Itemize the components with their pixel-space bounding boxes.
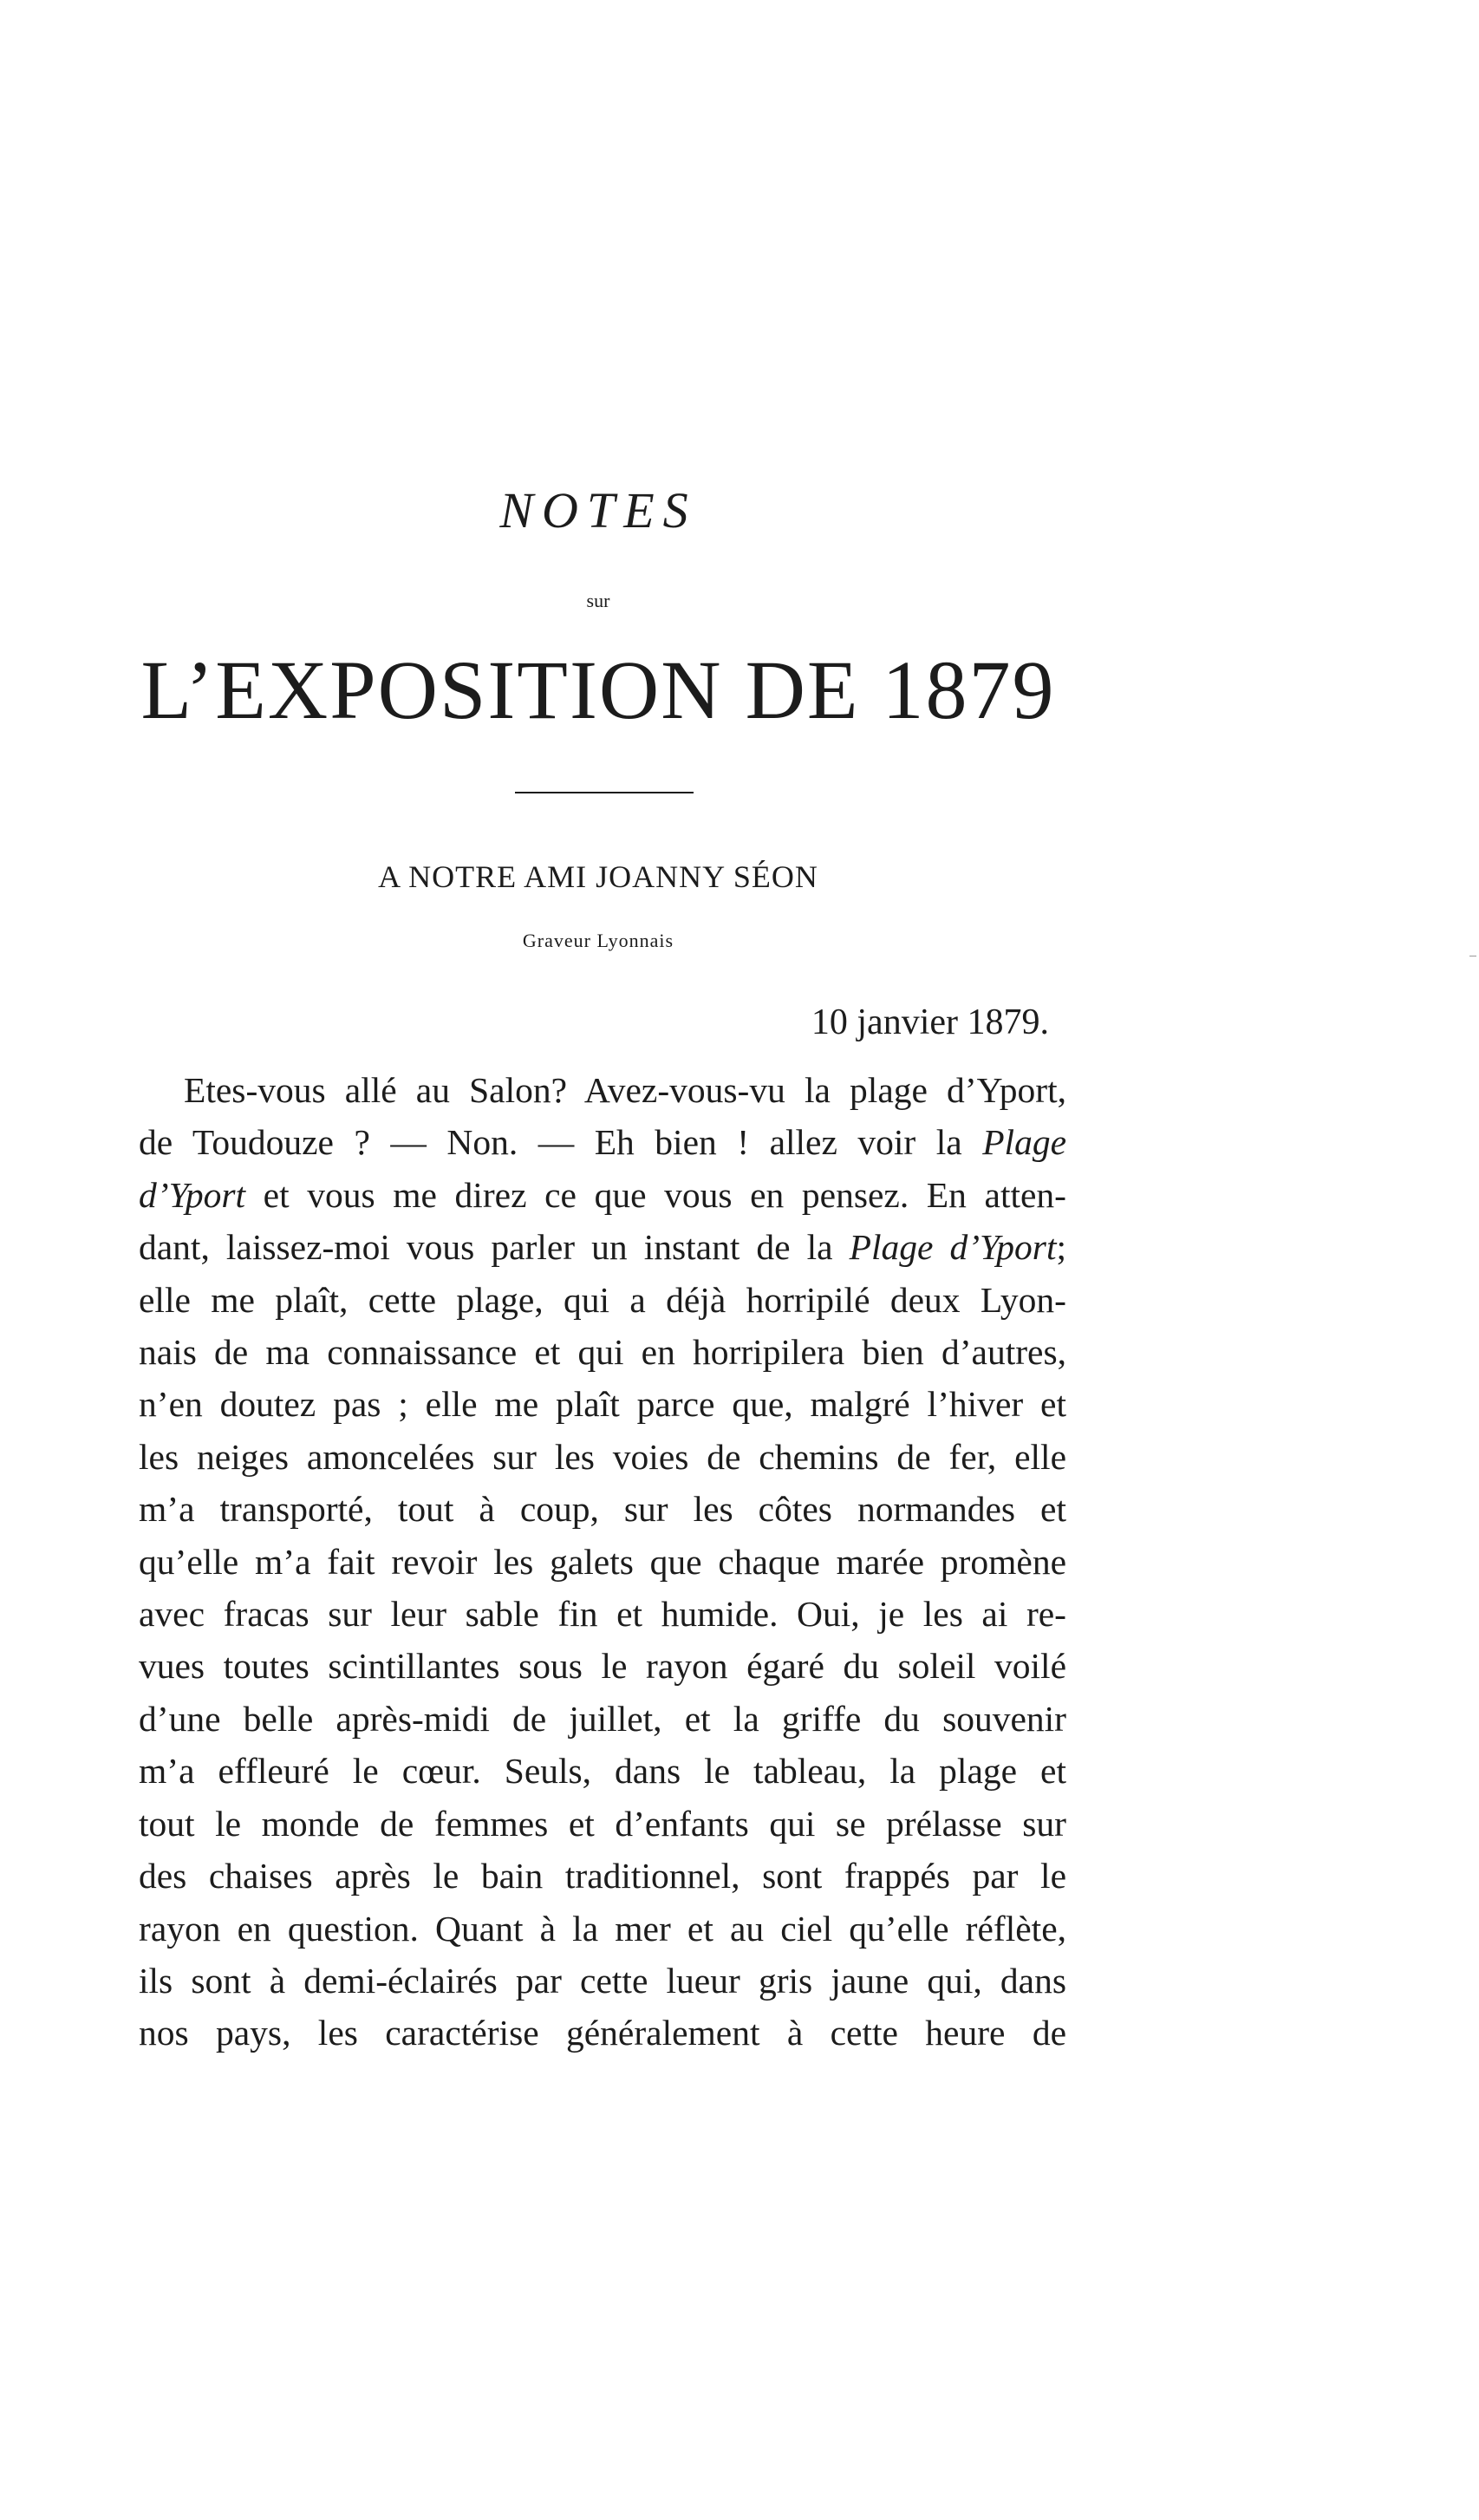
body-line: nais de ma connaissance et qui en horripilera bien d’autres, <box>139 1332 1066 1373</box>
body-line: m’a transporté, tout à coup, sur les côtes normandes et <box>139 1489 1066 1530</box>
body-line: m’a effleuré le cœur. Seuls, dans le tableau, la plage et <box>139 1751 1066 1792</box>
body-line: avec fracas sur leur sable fin et humide. Oui, je les ai re- <box>139 1594 1066 1635</box>
dedication: A NOTRE AMI JOANNY SÉON <box>378 859 818 894</box>
dedication-subtitle: Graveur Lyonnais <box>522 930 674 951</box>
body-line: ils sont à demi-éclairés par cette lueur gris jaune qui, dans <box>139 1960 1066 2001</box>
body-line: vues toutes scintillantes sous le rayon égaré du soleil voilé <box>139 1646 1066 1687</box>
body-line: tout le monde de femmes et d’enfants qui se prélasse sur <box>139 1803 1066 1844</box>
heading-notes: NOTES <box>499 482 697 539</box>
heading-sur: sur <box>586 590 610 611</box>
body-text <box>139 1064 1066 2060</box>
body-line: d’une belle après-midi de juillet, et la griffe du souvenir <box>139 1698 1066 1739</box>
page-title: L’EXPOSITION DE 1879 <box>140 643 1056 736</box>
title-divider <box>515 792 694 793</box>
body-line: de Toudouze ? — Non. — Eh bien ! allez voir la Plage <box>139 1122 1066 1163</box>
body-line: des chaises après le bain traditionnel, sont frappés par le <box>139 1856 1066 1897</box>
body-line: qu’elle m’a fait revoir les galets que chaque marée promène <box>139 1541 1066 1582</box>
letter-date: 10 janvier 1879. <box>811 1002 1049 1042</box>
body-line: rayon en question. Quant à la mer et au ciel qu’elle réflète, <box>139 1908 1066 1949</box>
body-line: nos pays, les caractérise généralement à cette heure de <box>139 2013 1066 2053</box>
body-line: n’en doutez pas ; elle me plaît parce que, malgré l’hiver et <box>139 1384 1066 1425</box>
body-line: Etes-vous allé au Salon? Avez-vous-vu la plage d’Yport, <box>184 1070 1066 1110</box>
body-line: les neiges amoncelées sur les voies de chemins de fer, elle <box>139 1436 1066 1477</box>
body-line: d’Yport et vous me direz ce que vous en pensez. En atten- <box>139 1174 1066 1215</box>
body-line: dant, laissez-moi vous parler un instant de la Plage d’Yport; <box>139 1227 1067 1268</box>
body-line: elle me plaît, cette plage, qui a déjà horripilé deux Lyon- <box>139 1279 1066 1320</box>
